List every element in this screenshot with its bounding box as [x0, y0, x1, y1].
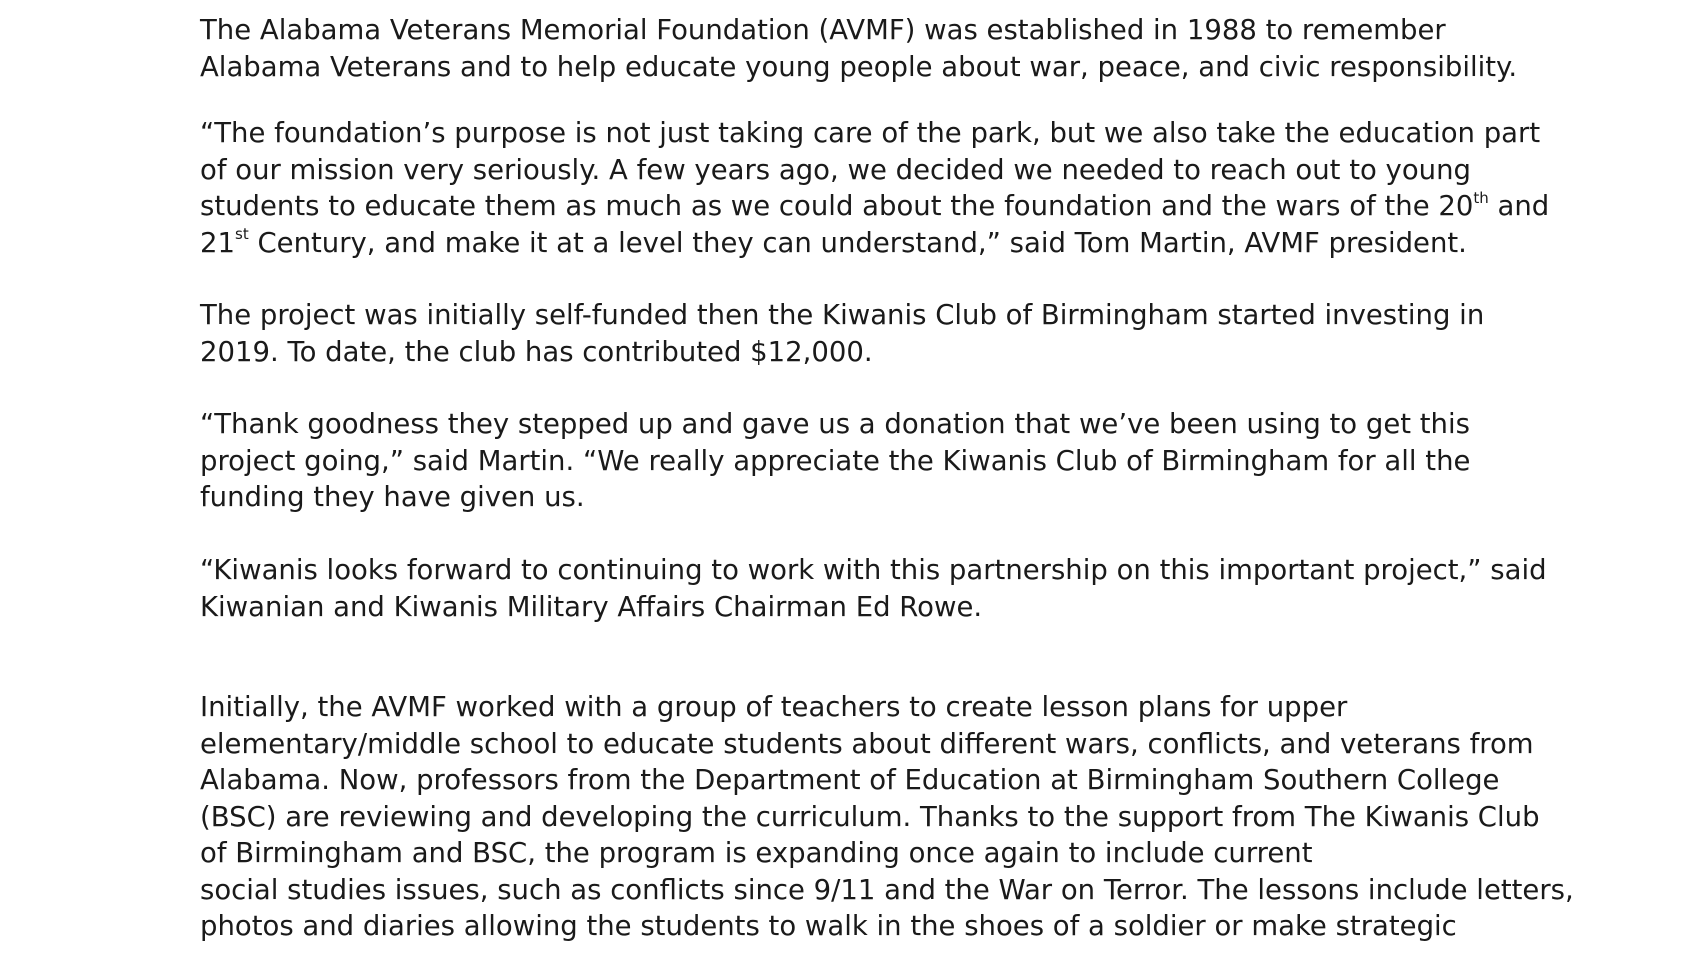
text-line: of our mission very seriously. A few years ago, we decided we needed to reach out to young: [200, 153, 1471, 186]
text-line: Alabama Veterans and to help educate young people about war, peace, and civic responsibility.: [200, 50, 1518, 83]
paragraph-martin-quote: [200, 115, 1550, 261]
text-line: “The foundation’s purpose is not just taking care of the park, but we also take the education part: [200, 117, 1541, 149]
text-line: “Thank goodness they stepped up and gave us a donation that we’ve been using to get this: [200, 408, 1470, 440]
text-line: social studies issues, such as conflicts since 9/11 and the War on Terror. The lessons include letters,: [200, 873, 1574, 906]
text-line: Initially, the AVMF worked with a group of teachers to create lesson plans for upper: [200, 691, 1348, 723]
text-line: (BSC) are reviewing and developing the curriculum. Thanks to the support from The Kiwanis Club: [200, 800, 1540, 833]
text-line: [200, 188, 1550, 225]
paragraph-avmf-intro: [200, 12, 1530, 85]
superscript-ordinal: th: [1473, 188, 1489, 207]
text-line: [200, 225, 1530, 262]
paragraph-rowe-quote: [200, 552, 1547, 625]
text-segment: and: [1488, 190, 1550, 222]
paragraph-funding: [200, 297, 1530, 370]
text-line: Alabama. Now, professors from the Department of Education at Birmingham Southern College: [200, 764, 1500, 796]
paragraph-curriculum: [200, 689, 1574, 945]
text-line: “Kiwanis looks forward to continuing to work with this partnership on this important project,” said: [200, 554, 1547, 586]
text-line: of Birmingham and BSC, the program is expanding once again to include current: [200, 837, 1313, 869]
paragraph-thanks-quote: [200, 406, 1530, 516]
text-line: project going,” said Martin. “We really appreciate the Kiwanis Club of Birmingham for all the: [200, 444, 1471, 477]
text-line: funding they have given us.: [200, 481, 585, 513]
text-line: photos and diaries allowing the students to walk in the shoes of a soldier or make strategic: [200, 910, 1457, 942]
text-line: The project was initially self-funded then the Kiwanis Club of Birmingham started investing in: [200, 299, 1485, 331]
text-line: Kiwanian and Kiwanis Military Affairs Chairman Ed Rowe.: [200, 590, 983, 623]
text-line: elementary/middle school to educate students about different wars, conflicts, and veterans from: [200, 727, 1534, 760]
text-segment: Century, and make it at a level they can understand,” said Tom Martin, AVMF president.: [248, 226, 1467, 259]
text-segment: students to educate them as much as we could about the foundation and the wars of the 20: [200, 190, 1474, 222]
text-line: 2019. To date, the club has contributed $12,000.: [200, 335, 873, 368]
superscript-ordinal: st: [235, 225, 249, 244]
text-segment: 21: [200, 226, 235, 259]
text-line: The Alabama Veterans Memorial Foundation (AVMF) was established in 1988 to remember: [200, 14, 1446, 46]
